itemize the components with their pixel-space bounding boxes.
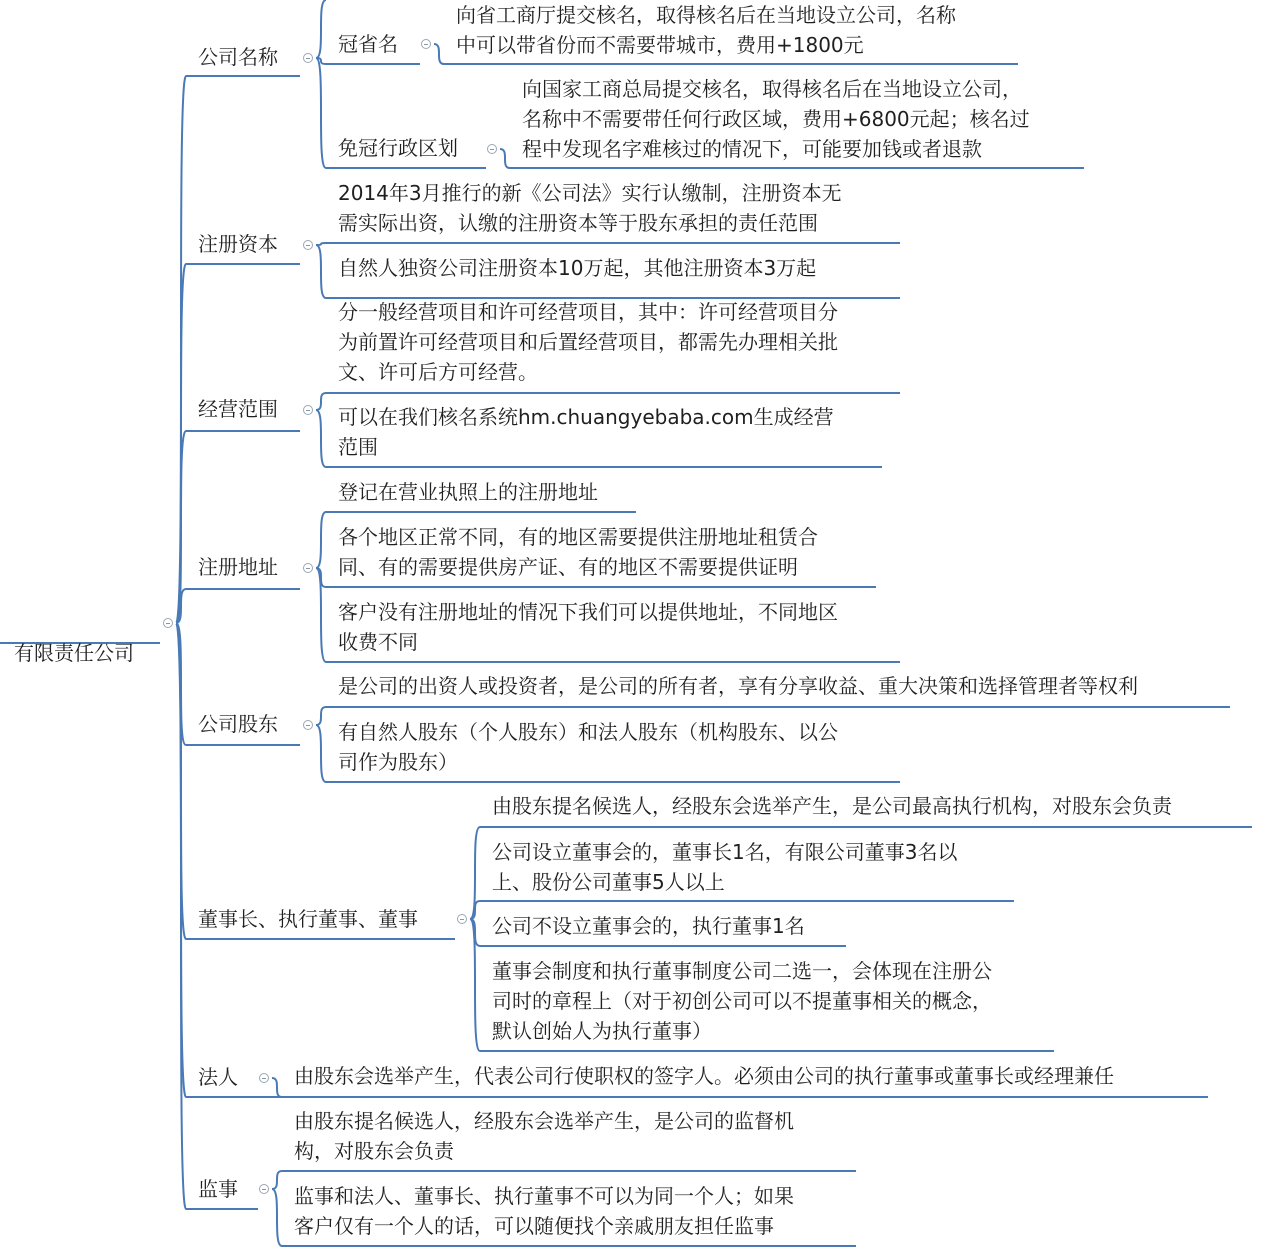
collapse-toggle-icon[interactable]	[259, 1184, 269, 1194]
branch-supervisor[interactable]	[198, 1174, 238, 1204]
leaf-node[interactable]	[492, 911, 805, 941]
collapse-toggle-icon[interactable]	[163, 618, 173, 628]
connector-curve	[176, 623, 186, 1209]
leaf-node[interactable]	[492, 956, 992, 1046]
collapse-toggle-icon[interactable]	[457, 914, 467, 924]
branch-label: 董事长、执行董事、董事	[198, 907, 418, 931]
collapse-toggle-icon[interactable]	[303, 53, 313, 63]
leaf-text: 由股东提名候选人，经股东会选举产生，是公司的监督机 构，对股东会负责	[294, 1109, 794, 1163]
root-node[interactable]	[14, 608, 134, 698]
leaf-node[interactable]	[492, 837, 957, 897]
branch-label: 监事	[198, 1177, 238, 1201]
branch-label: 注册地址	[198, 555, 278, 579]
leaf-text: 董事会制度和执行董事制度公司二选一，会体现在注册公 司时的章程上（对于初创公司可以不提董事相关的概念， 默认创始人为执行董事）	[492, 959, 992, 1043]
collapse-toggle-icon[interactable]	[303, 240, 313, 250]
branch-business-scope[interactable]	[198, 394, 278, 424]
leaf-text: 是公司的出资人或投资者，是公司的所有者，享有分享收益、重大决策和选择管理者等权利	[338, 674, 1138, 698]
collapse-toggle-icon[interactable]	[259, 1073, 269, 1083]
leaf-text: 有自然人股东（个人股东）和法人股东（机构股东、以公 司作为股东）	[338, 720, 838, 774]
connector-curve	[316, 512, 326, 568]
branch-label: 法人	[198, 1065, 238, 1089]
leaf-text: 公司不设立董事会的，执行董事1名	[492, 914, 805, 938]
branch-registered-address[interactable]	[198, 552, 278, 582]
connector-curve	[316, 58, 326, 168]
leaf-node[interactable]	[338, 402, 834, 462]
branch-label: 注册资本	[198, 232, 278, 256]
sub-branch-label: 免冠行政区划	[338, 136, 458, 160]
connector-curve	[316, 245, 326, 298]
branch-label: 经营范围	[198, 397, 278, 421]
leaf-node[interactable]	[338, 178, 842, 238]
leaf-text: 可以在我们核名系统hm.chuangyebaba.com生成经营 范围	[338, 405, 834, 459]
branch-directors[interactable]	[198, 904, 418, 934]
collapse-toggle-icon[interactable]	[303, 563, 313, 573]
leaf-text: 向国家工商总局提交核名，取得核名后在当地设立公司， 名称中不需要带任何行政区域，费用+6800元起；核名过 程中发现名字难核过的情况下，可能要加钱或者退款	[522, 77, 1030, 161]
connector-curve	[316, 410, 326, 467]
leaf-node[interactable]	[338, 597, 838, 657]
connector-curve	[434, 44, 444, 64]
root-label: 有限责任公司	[14, 641, 134, 665]
leaf-node[interactable]	[294, 1106, 794, 1166]
branch-shareholders[interactable]	[198, 709, 278, 739]
sub-branch-no-region[interactable]	[338, 133, 458, 163]
leaf-node[interactable]	[338, 477, 598, 507]
connector-curve	[272, 1189, 282, 1246]
leaf-node[interactable]	[492, 791, 1172, 821]
connector-curve	[316, 393, 326, 410]
leaf-node[interactable]	[338, 253, 816, 283]
branch-company-name[interactable]	[198, 42, 278, 72]
collapse-toggle-icon[interactable]	[303, 405, 313, 415]
leaf-node[interactable]	[338, 717, 838, 777]
branch-registered-capital[interactable]	[198, 229, 278, 259]
leaf-text: 2014年3月推行的新《公司法》实行认缴制，注册资本无 需实际出资，认缴的注册资本等于股东承担的责任范围	[338, 181, 842, 235]
collapse-toggle-icon[interactable]	[421, 39, 431, 49]
branch-label: 公司名称	[198, 45, 278, 69]
collapse-toggle-icon[interactable]	[303, 720, 313, 730]
leaf-text: 公司设立董事会的，董事长1名，有限公司董事3名以 上、股份公司董事5人以上	[492, 840, 958, 894]
leaf-text: 自然人独资公司注册资本10万起，其他注册资本3万起	[338, 256, 817, 280]
connector-curve	[272, 1171, 282, 1189]
leaf-text: 由股东会选举产生，代表公司行使职权的签字人。必须由公司的执行董事或董事长或经理兼任	[294, 1064, 1114, 1088]
leaf-node[interactable]	[338, 297, 838, 387]
leaf-node[interactable]	[338, 522, 818, 582]
leaf-text: 向省工商厅提交核名，取得核名后在当地设立公司，名称 中可以带省份而不需要带城市，费用+1800元	[456, 3, 956, 57]
connector-curve	[316, 707, 326, 725]
leaf-text: 登记在营业执照上的注册地址	[338, 480, 598, 504]
connector-curve	[500, 149, 510, 168]
leaf-node[interactable]	[294, 1061, 1114, 1091]
sub-branch-label: 冠省名	[338, 32, 398, 56]
leaf-node[interactable]	[456, 0, 956, 60]
leaf-node[interactable]	[294, 1181, 794, 1241]
connector-curve	[316, 0, 326, 58]
connector-curve	[470, 919, 480, 1051]
leaf-text: 客户没有注册地址的情况下我们可以提供地址，不同地区 收费不同	[338, 600, 838, 654]
branch-label: 公司股东	[198, 712, 278, 736]
leaf-text: 由股东提名候选人，经股东会选举产生，是公司最高执行机构，对股东会负责	[492, 794, 1172, 818]
leaf-node[interactable]	[338, 671, 1138, 701]
connector-curve	[316, 725, 326, 782]
connector-curve	[316, 568, 326, 662]
leaf-text: 分一般经营项目和许可经营项目，其中：许可经营项目分 为前置许可经营项目和后置经营项目，都需先办理相关批 文、许可后方可经营。	[338, 300, 838, 384]
leaf-node[interactable]	[522, 74, 1030, 164]
branch-legal-person[interactable]	[198, 1062, 238, 1092]
connector-curve	[272, 1078, 282, 1097]
collapse-toggle-icon[interactable]	[487, 144, 497, 154]
sub-branch-province-name[interactable]	[338, 29, 398, 59]
leaf-text: 监事和法人、董事长、执行董事不可以为同一个人；如果 客户仅有一个人的话，可以随便找个亲戚朋友担任监事	[294, 1184, 794, 1238]
leaf-text: 各个地区正常不同，有的地区需要提供注册地址租赁合 同、有的需要提供房产证、有的地区不需要提供证明	[338, 525, 818, 579]
